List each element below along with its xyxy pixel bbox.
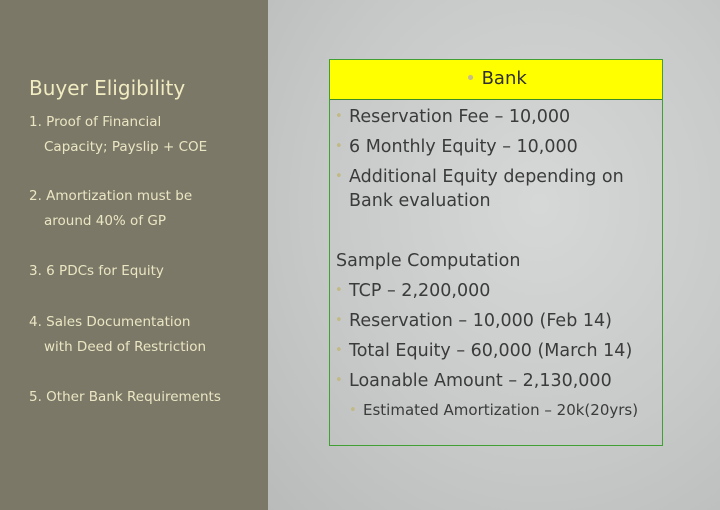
sample-bullet: • Reservation – 10,000 (Feb 14) bbox=[335, 311, 612, 331]
requirement-item bbox=[29, 310, 206, 360]
requirement-line: around 40% of GP bbox=[44, 213, 166, 229]
requirement-line: 1. Proof of Financial bbox=[29, 114, 162, 130]
requirement-line: 4. Sales Documentation bbox=[29, 314, 191, 330]
requirement-item bbox=[29, 385, 221, 410]
requirement-line: 2. Amortization must be bbox=[29, 188, 193, 204]
bullet-icon: • bbox=[335, 169, 343, 184]
bullet-icon: • bbox=[335, 343, 343, 358]
bank-header bbox=[330, 60, 662, 100]
sample-bullet: • Loanable Amount – 2,130,000 bbox=[335, 371, 612, 391]
bank-bullet: • Reservation Fee – 10,000 bbox=[335, 107, 571, 127]
bullet-icon: • bbox=[335, 373, 343, 388]
bullet-icon: • bbox=[335, 313, 343, 328]
requirement-item bbox=[29, 110, 207, 160]
bullet-icon: • bbox=[349, 402, 357, 418]
bullet-icon: • bbox=[335, 139, 343, 154]
bank-bullet-continuation: Bank evaluation bbox=[349, 191, 491, 211]
sidebar-title: Buyer Eligibility bbox=[29, 76, 186, 100]
sample-sub-bullet: • Estimated Amortization – 20k(20yrs) bbox=[349, 398, 638, 423]
requirement-line: Capacity; Payslip + COE bbox=[44, 139, 208, 155]
requirement-item bbox=[29, 184, 192, 234]
requirement-item bbox=[29, 259, 164, 284]
sample-heading: Sample Computation bbox=[336, 251, 521, 271]
bank-bullet: • Additional Equity depending on Bank evaluation bbox=[335, 167, 624, 211]
sample-bullet: • TCP – 2,200,000 bbox=[335, 281, 491, 301]
bullet-icon: • bbox=[465, 68, 476, 89]
requirement-line: with Deed of Restriction bbox=[44, 339, 207, 355]
requirement-line: 3. 6 PDCs for Equity bbox=[29, 263, 164, 279]
bank-bullet: • 6 Monthly Equity – 10,000 bbox=[335, 137, 578, 157]
sample-bullet: • Total Equity – 60,000 (March 14) bbox=[335, 341, 633, 361]
requirement-line: 5. Other Bank Requirements bbox=[29, 389, 221, 405]
bullet-icon: • bbox=[335, 109, 343, 124]
bullet-icon: • bbox=[335, 283, 343, 298]
bank-header-label: Bank bbox=[481, 68, 527, 89]
